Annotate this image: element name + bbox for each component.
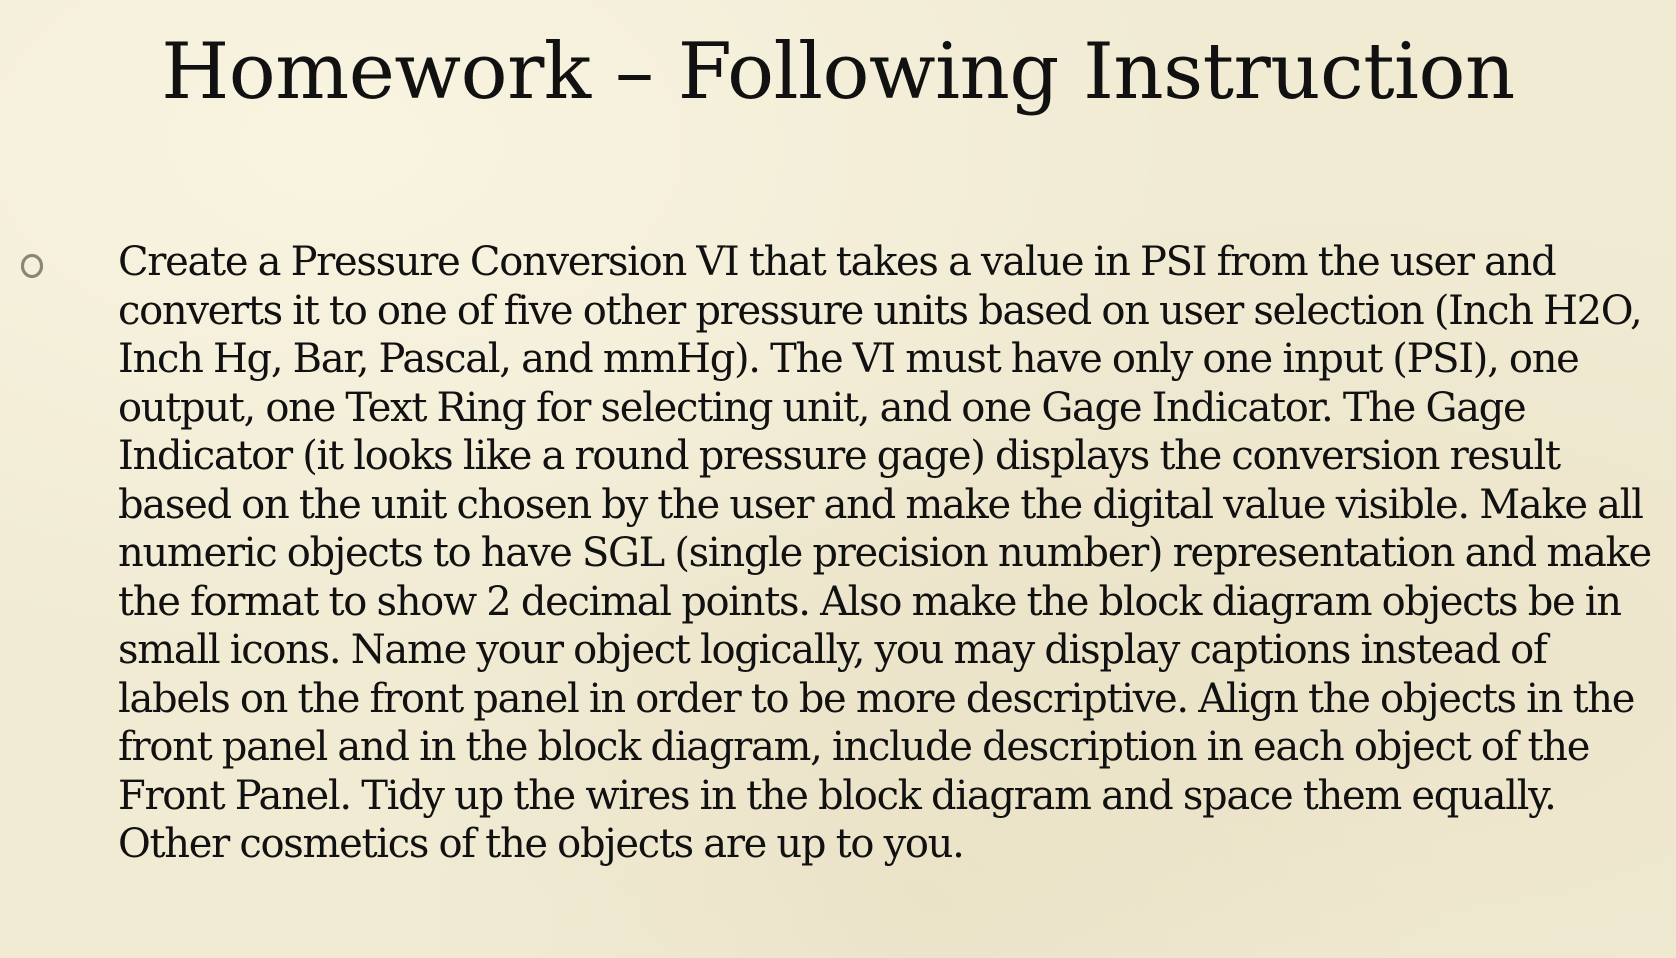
hollow-circle-bullet-icon xyxy=(20,252,44,280)
bullet-text: Create a Pressure Conversion VI that takes a value in PSI from the user and converts it to one of five other pressure units based on user selection (Inch H2O, Inch Hg, Bar, Pascal, and mmHg). The VI must have only one input (PSI), one output, one Text Ring for selecting unit, and one Gage Indicator. The Gage Indicator (it looks like a round pressure gage) displays the conversion result based on the unit chosen by the user and make the digital value visible. Make all numeric objects to have SGL (single precision number) representation and make the format to show 2 decimal points. Also make the block diagram objects be in small icons. Name your object logically, you may display captions instead of labels on the front panel in order to be more descriptive. Align the objects in the front panel and in the block diagram, include description in each object of the Front Panel. Tidy up the wires in the block diagram and space them equally. Other cosmetics of the objects are up to you. xyxy=(118,239,1651,867)
slide-title: Homework – Following Instruction xyxy=(161,27,1515,117)
